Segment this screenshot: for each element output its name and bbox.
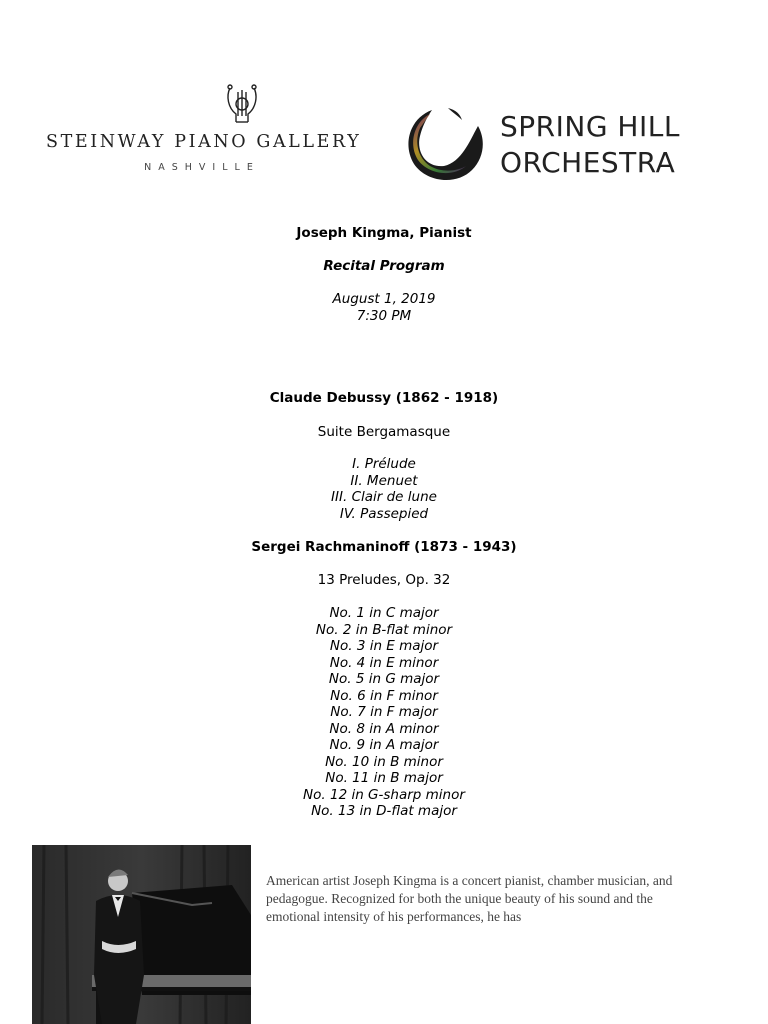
prelude-item: No. 3 in E major (329, 638, 439, 654)
prelude-item: No. 2 in B-flat minor (315, 621, 453, 638)
lyre-icon (222, 82, 262, 126)
springhill-line1: SPRING HILL (500, 110, 680, 143)
prelude-item: No. 9 in A major (329, 737, 439, 753)
pianist-photo (32, 845, 251, 1024)
recital-time: 7:30 PM (356, 308, 412, 324)
composer-name: Claude Debussy (1862 - 1918) (269, 390, 499, 406)
movement-item: IV. Passepied (339, 505, 429, 522)
movement-item: I. Prélude (352, 456, 416, 472)
composer-name: Sergei Rachmaninoff (1873 - 1943) (251, 539, 517, 555)
steinway-city: NASHVILLE (144, 162, 260, 173)
work-title: 13 Preludes, Op. 32 (317, 572, 451, 588)
performer-name: Joseph Kingma, Pianist (296, 225, 472, 241)
recital-date: August 1, 2019 (332, 291, 436, 307)
prelude-item: No. 13 in D-flat major (311, 803, 457, 819)
program-title: Recital Program (323, 258, 445, 274)
prelude-item: No. 5 in G major (328, 671, 440, 687)
prelude-item: No. 6 in F minor (330, 687, 438, 704)
steinway-logo (40, 80, 360, 180)
movement-item: III. Clair de lune (331, 489, 437, 505)
prelude-item: No. 10 in B minor (325, 753, 443, 770)
prelude-item: No. 1 in C major (329, 605, 439, 621)
springhill-logo (400, 100, 720, 190)
movement-item: II. Menuet (350, 472, 418, 489)
prelude-item: No. 11 in B major (325, 770, 443, 786)
prelude-item: No. 4 in E minor (329, 654, 439, 671)
steinway-name: STEINWAY PIANO GALLERY (46, 132, 362, 152)
prelude-item: No. 12 in G-sharp minor (303, 786, 465, 803)
ring-logo-icon (400, 100, 490, 188)
pianist-bio: American artist Joseph Kingma is a concert pianist, chamber musician, and pedagogue. Recognized for both the unique beauty of his sound and the emotional intensity of his performances, he has (266, 873, 673, 924)
prelude-item: No. 7 in F major (330, 704, 438, 720)
prelude-item: No. 8 in A minor (329, 720, 439, 737)
work-title: Suite Bergamasque (317, 424, 451, 440)
springhill-line2: ORCHESTRA (500, 146, 676, 179)
